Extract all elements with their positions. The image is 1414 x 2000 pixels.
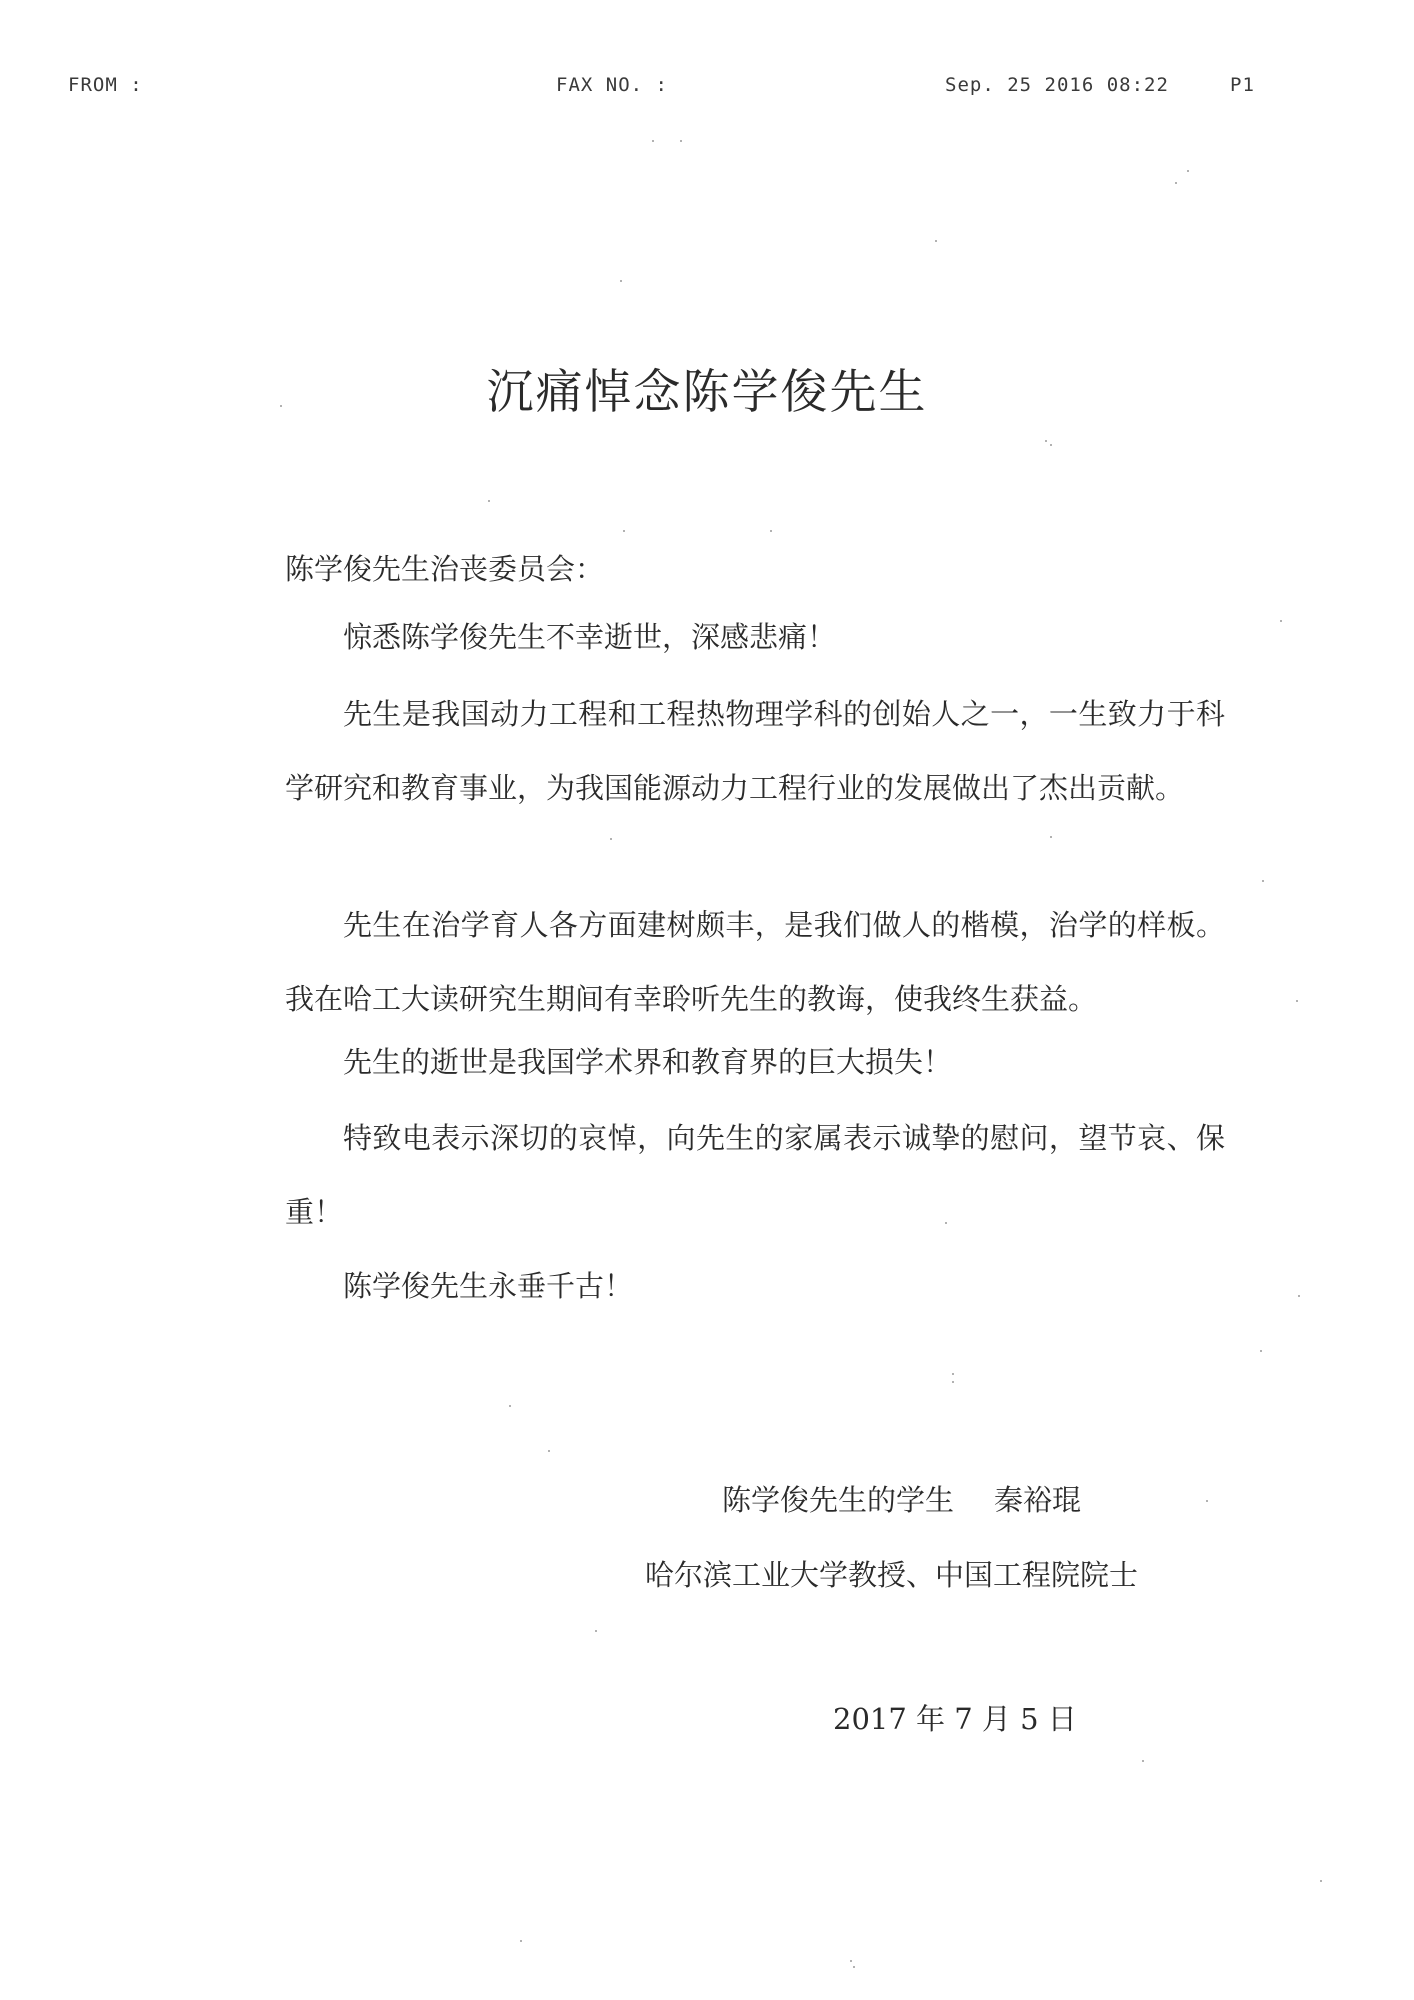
- paragraph-condolence: 惊悉陈学俊先生不幸逝世，深感悲痛！: [343, 620, 837, 654]
- fax-page-number: P1: [1230, 74, 1255, 96]
- paragraph-contribution: 先生是我国动力工程和工程热物理学科的创始人之一，一生致力于科学研究和教育事业，为我国能源动力工程行业的发展做出了杰出贡献。: [285, 697, 1225, 805]
- letter-title: 沉痛悼念陈学俊先生: [486, 365, 928, 420]
- signature-position: 哈尔滨工业大学教授、中国工程院院士: [645, 1558, 1139, 1592]
- signature-date: 2017 年 7 月 5 日: [833, 1702, 1077, 1736]
- fax-number-label: FAX NO. :: [556, 74, 668, 96]
- fax-from-label: FROM :: [68, 74, 143, 96]
- paragraph-closing: 陈学俊先生永垂千古！: [343, 1269, 634, 1303]
- signature-line: [722, 1478, 1081, 1519]
- signature-name: 秦裕琨: [994, 1483, 1082, 1517]
- paragraph-loss: 先生的逝世是我国学术界和教育界的巨大损失！: [343, 1045, 953, 1079]
- fax-datetime: Sep. 25 2016 08:22: [945, 74, 1169, 96]
- letter-salutation: 陈学俊先生治丧委员会：: [285, 552, 605, 586]
- paragraph-role-model: 先生在治学育人各方面建树颇丰，是我们做人的楷模，治学的样板。我在哈工大读研究生期间有幸聆听先生的教诲，使我终生获益。: [285, 908, 1225, 1016]
- paragraph-sympathy: 特致电表示深切的哀悼，向先生的家属表示诚挚的慰问，望节哀、保重！: [285, 1121, 1225, 1229]
- fax-header: [0, 74, 1414, 114]
- signature-relation: 陈学俊先生的学生: [722, 1483, 955, 1517]
